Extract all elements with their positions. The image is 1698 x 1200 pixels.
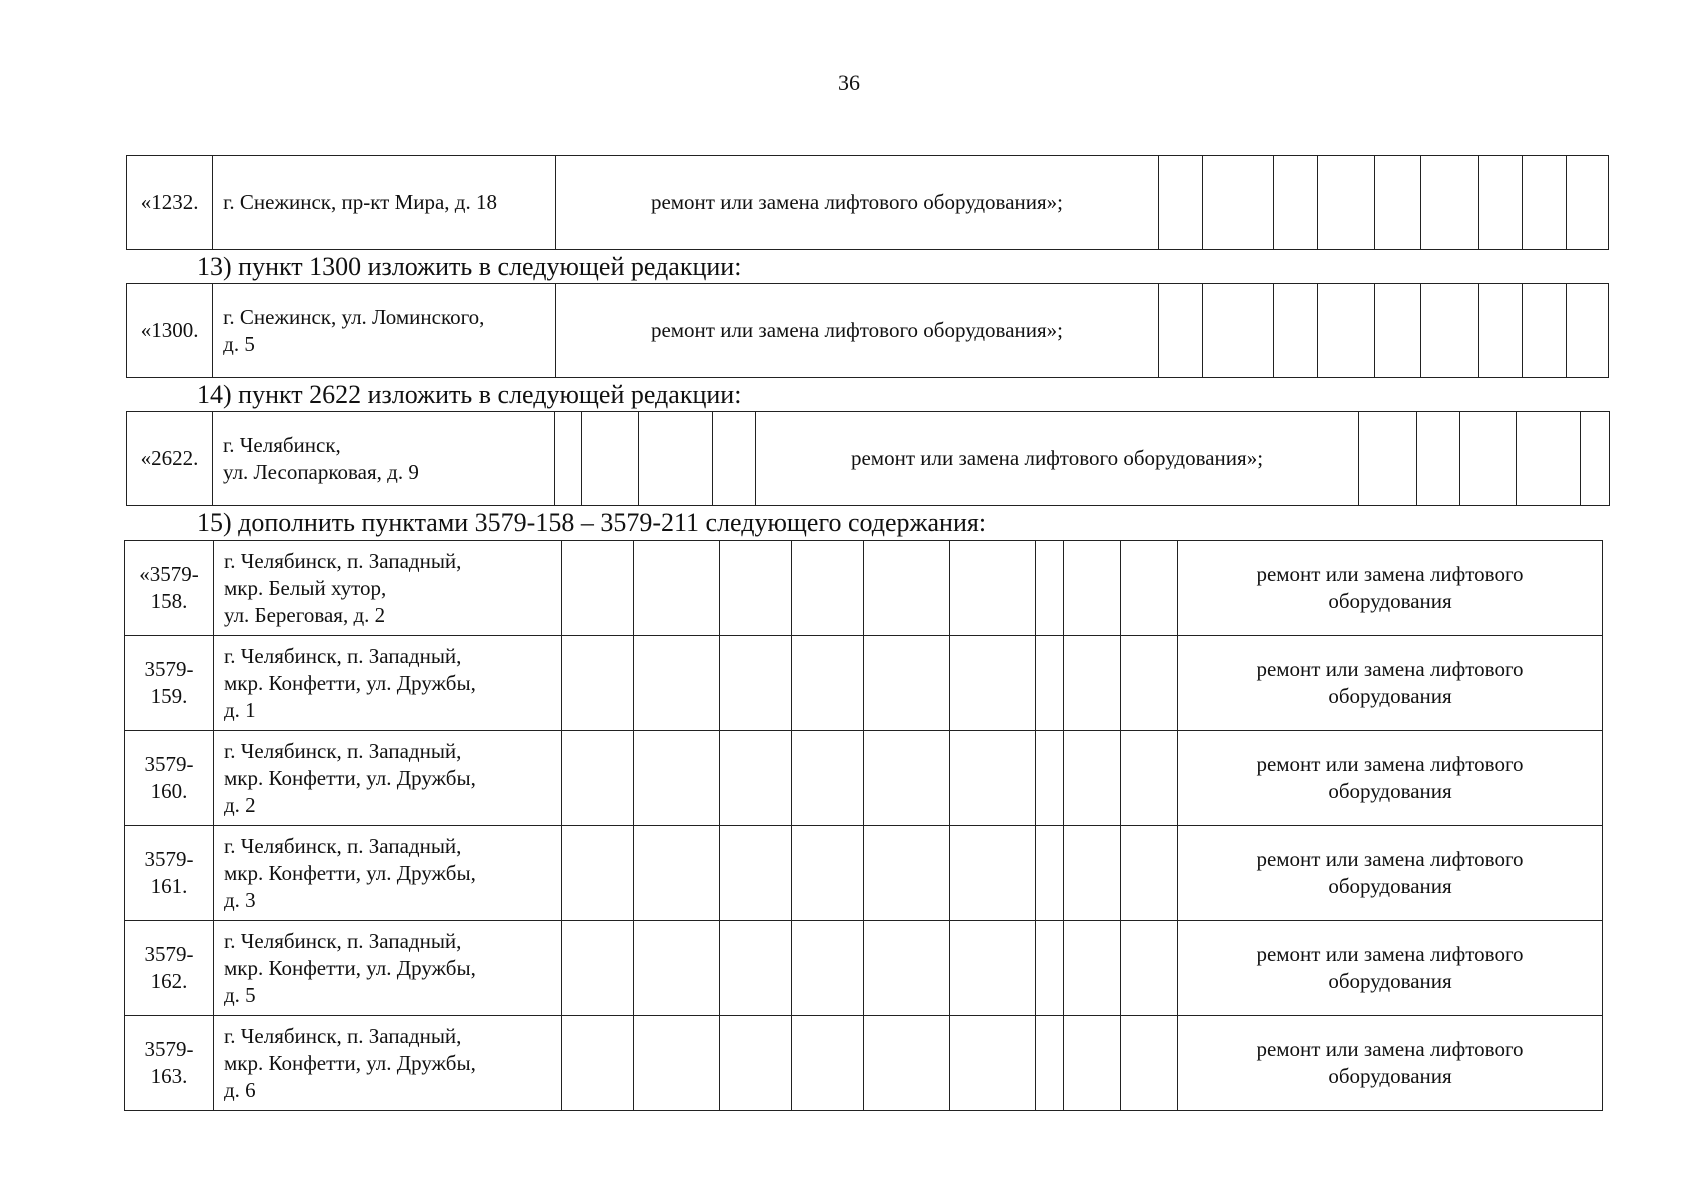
item-number	[125, 541, 214, 636]
item-number-line: 3579-	[144, 1037, 194, 1061]
empty-cell	[950, 826, 1036, 921]
address-cell	[214, 1016, 562, 1111]
work-type-cell	[1178, 636, 1603, 731]
item-number-line: 162.	[150, 969, 188, 993]
work-type-line: оборудования	[1328, 969, 1452, 993]
empty-cell	[1036, 921, 1064, 1016]
empty-cell	[1420, 156, 1478, 250]
empty-cell	[1420, 284, 1478, 378]
empty-cell	[1064, 826, 1121, 921]
address-line: д. 5	[224, 982, 256, 1007]
empty-cell	[1375, 284, 1420, 378]
item-number: «1232.	[127, 156, 213, 250]
empty-cell	[562, 636, 634, 731]
empty-cell	[1159, 156, 1203, 250]
table-item-2622	[126, 411, 1610, 506]
empty-cell	[1566, 156, 1608, 250]
empty-cell	[1036, 731, 1064, 826]
work-type-cell	[1178, 826, 1603, 921]
address-line: г. Челябинск, п. Западный,	[224, 833, 462, 858]
table-row	[125, 1016, 1603, 1111]
empty-cell	[1121, 1016, 1178, 1111]
empty-cell	[720, 541, 792, 636]
empty-cell	[1121, 921, 1178, 1016]
work-type-line: оборудования	[1328, 1064, 1452, 1088]
work-type-cell: ремонт или замена лифтового оборудования»;	[555, 156, 1158, 250]
work-type-cell	[1178, 541, 1603, 636]
empty-cell	[1121, 731, 1178, 826]
empty-cell	[1522, 284, 1566, 378]
table-row	[127, 284, 1609, 378]
item-number-line: 161.	[150, 874, 188, 898]
table-row	[125, 636, 1603, 731]
empty-cell	[634, 1016, 720, 1111]
work-type-line: оборудования	[1328, 874, 1452, 898]
address-line: д. 2	[224, 792, 256, 817]
work-type-line: ремонт или замена лифтового	[1256, 752, 1524, 776]
heading-item-14: 14) пункт 2622 изложить в следующей редакции:	[197, 380, 742, 409]
work-type-line: ремонт или замена лифтового	[1256, 1037, 1524, 1061]
empty-cell	[1064, 636, 1121, 731]
item-number-line: «3579-	[139, 562, 199, 586]
item-number: «2622.	[127, 412, 213, 506]
work-type-cell: ремонт или замена лифтового оборудования»;	[555, 284, 1158, 378]
table-row	[125, 826, 1603, 921]
empty-cell	[792, 731, 864, 826]
work-type-line: ремонт или замена лифтового	[1256, 847, 1524, 871]
item-number-line: 160.	[150, 779, 188, 803]
address-line: мкр. Конфетти, ул. Дружбы,	[224, 955, 476, 980]
empty-cell	[720, 921, 792, 1016]
table-row	[125, 541, 1603, 636]
empty-cell	[864, 826, 950, 921]
address-cell	[214, 636, 562, 731]
address-line: мкр. Белый хутор,	[224, 575, 387, 600]
work-type-cell: ремонт или замена лифтового оборудования»;	[756, 412, 1359, 506]
empty-cell	[864, 921, 950, 1016]
item-number-line: 3579-	[144, 752, 194, 776]
empty-cell	[1203, 156, 1274, 250]
table-row	[125, 731, 1603, 826]
address-cell	[213, 412, 555, 506]
empty-cell	[864, 636, 950, 731]
empty-cell	[1274, 284, 1318, 378]
address-cell	[214, 541, 562, 636]
empty-cell	[634, 636, 720, 731]
empty-cell	[792, 541, 864, 636]
empty-cell	[582, 412, 639, 506]
item-number-line: 158.	[150, 589, 188, 613]
empty-cell	[1121, 636, 1178, 731]
item-number	[125, 731, 214, 826]
item-number-line: 3579-	[144, 657, 194, 681]
address-line: мкр. Конфетти, ул. Дружбы,	[224, 1050, 476, 1075]
empty-cell	[1318, 156, 1375, 250]
empty-cell	[950, 1016, 1036, 1111]
empty-cell	[1064, 1016, 1121, 1111]
empty-cell	[792, 1016, 864, 1111]
address-line: г. Челябинск,	[223, 432, 341, 457]
empty-cell	[1522, 156, 1566, 250]
work-type-cell	[1178, 1016, 1603, 1111]
empty-cell	[950, 731, 1036, 826]
empty-cell	[720, 731, 792, 826]
table-row	[127, 156, 1609, 250]
empty-cell	[1478, 156, 1522, 250]
empty-cell	[1517, 412, 1581, 506]
address-line: д. 6	[224, 1077, 256, 1102]
item-number	[125, 826, 214, 921]
table-row	[127, 412, 1610, 506]
empty-cell	[950, 921, 1036, 1016]
table-item-1232	[126, 155, 1609, 250]
empty-cell	[639, 412, 713, 506]
empty-cell	[1566, 284, 1608, 378]
empty-cell	[1064, 731, 1121, 826]
table-items-3579	[124, 540, 1603, 1111]
address-cell	[214, 826, 562, 921]
empty-cell	[1581, 412, 1610, 506]
empty-cell	[1036, 541, 1064, 636]
empty-cell	[562, 826, 634, 921]
work-type-cell	[1178, 921, 1603, 1016]
empty-cell	[792, 636, 864, 731]
empty-cell	[864, 731, 950, 826]
empty-cell	[1203, 284, 1274, 378]
empty-cell	[1478, 284, 1522, 378]
empty-cell	[720, 636, 792, 731]
empty-cell	[792, 826, 864, 921]
empty-cell	[713, 412, 756, 506]
empty-cell	[864, 541, 950, 636]
address-line: г. Челябинск, п. Западный,	[224, 1023, 462, 1048]
address-line: мкр. Конфетти, ул. Дружбы,	[224, 670, 476, 695]
address-cell	[213, 284, 556, 378]
empty-cell	[634, 541, 720, 636]
item-number	[125, 921, 214, 1016]
work-type-cell	[1178, 731, 1603, 826]
work-type-line: оборудования	[1328, 779, 1452, 803]
empty-cell	[562, 1016, 634, 1111]
work-type-line: оборудования	[1328, 589, 1452, 613]
empty-cell	[1036, 826, 1064, 921]
address-line: ул. Лесопарковая, д. 9	[223, 459, 419, 484]
item-number	[125, 1016, 214, 1111]
work-type-line: ремонт или замена лифтового	[1256, 562, 1524, 586]
address-line: г. Челябинск, п. Западный,	[224, 738, 462, 763]
empty-cell	[720, 826, 792, 921]
address-line: г. Челябинск, п. Западный,	[224, 548, 462, 573]
empty-cell	[1064, 541, 1121, 636]
empty-cell	[1359, 412, 1417, 506]
page-number: 36	[838, 70, 860, 95]
address-line: д. 3	[224, 887, 256, 912]
empty-cell	[634, 921, 720, 1016]
empty-cell	[634, 731, 720, 826]
table-item-1300	[126, 283, 1609, 378]
empty-cell	[950, 541, 1036, 636]
empty-cell	[720, 1016, 792, 1111]
address-line: ул. Береговая, д. 2	[224, 602, 386, 627]
address-line: д. 5	[223, 331, 255, 356]
item-number: «1300.	[127, 284, 213, 378]
item-number	[125, 636, 214, 731]
empty-cell	[1064, 921, 1121, 1016]
address-line: г. Снежинск, ул. Ломинского,	[223, 304, 485, 329]
heading-item-13: 13) пункт 1300 изложить в следующей редакции:	[197, 252, 742, 281]
empty-cell	[792, 921, 864, 1016]
work-type-line: ремонт или замена лифтового	[1256, 657, 1524, 681]
work-type-line: ремонт или замена лифтового	[1256, 942, 1524, 966]
empty-cell	[634, 826, 720, 921]
empty-cell	[1417, 412, 1460, 506]
empty-cell	[562, 921, 634, 1016]
address-cell	[214, 731, 562, 826]
heading-item-15: 15) дополнить пунктами 3579-158 – 3579-211 следующего содержания:	[197, 508, 987, 537]
item-number-line: 159.	[150, 684, 188, 708]
empty-cell	[1036, 636, 1064, 731]
item-number-line: 3579-	[144, 942, 194, 966]
address-line: д. 1	[224, 697, 256, 722]
empty-cell	[562, 731, 634, 826]
empty-cell	[1121, 826, 1178, 921]
empty-cell	[1375, 156, 1420, 250]
empty-cell	[950, 636, 1036, 731]
item-number-line: 163.	[150, 1064, 188, 1088]
empty-cell	[864, 1016, 950, 1111]
empty-cell	[1159, 284, 1203, 378]
empty-cell	[1460, 412, 1517, 506]
empty-cell	[1121, 541, 1178, 636]
empty-cell	[1274, 156, 1318, 250]
table-row	[125, 921, 1603, 1016]
address-line: г. Челябинск, п. Западный,	[224, 928, 462, 953]
address-line: г. Челябинск, п. Западный,	[224, 643, 462, 668]
empty-cell	[1036, 1016, 1064, 1111]
address-line: мкр. Конфетти, ул. Дружбы,	[224, 765, 476, 790]
address-cell: г. Снежинск, пр-кт Мира, д. 18	[213, 156, 556, 250]
address-cell	[214, 921, 562, 1016]
empty-cell	[562, 541, 634, 636]
empty-cell	[555, 412, 582, 506]
item-number-line: 3579-	[144, 847, 194, 871]
address-line: мкр. Конфетти, ул. Дружбы,	[224, 860, 476, 885]
empty-cell	[1318, 284, 1375, 378]
work-type-line: оборудования	[1328, 684, 1452, 708]
